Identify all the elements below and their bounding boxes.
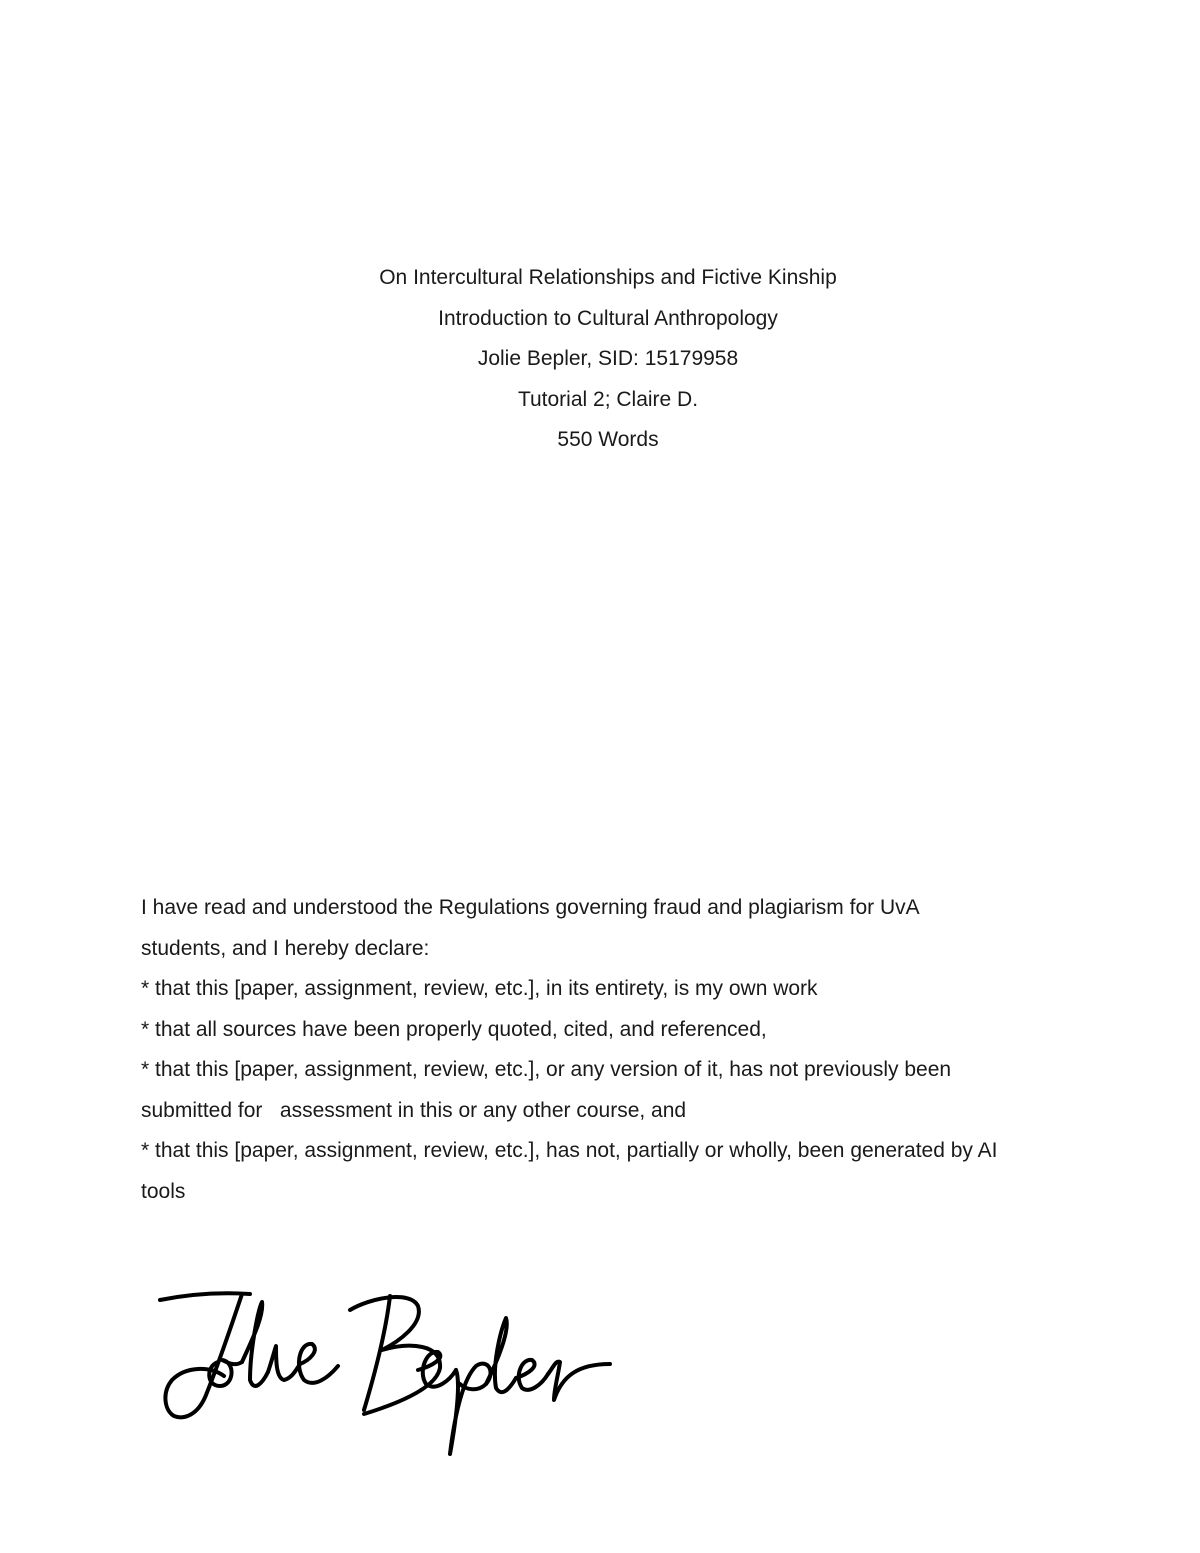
declaration-line: * that this [paper, assignment, review, etc.], in its entirety, is my own work xyxy=(141,977,818,1000)
signature-drawing xyxy=(150,1280,630,1470)
declaration-line: * that this [paper, assignment, review, etc.], has not, partially or wholly, been generated by AI xyxy=(141,1139,998,1162)
declaration-line: I have read and understood the Regulations governing fraud and plagiarism for UvA xyxy=(141,896,920,919)
declaration-line: * that all sources have been properly quoted, cited, and referenced, xyxy=(141,1017,767,1041)
plagiarism-declaration xyxy=(141,888,1131,1212)
author-line: Jolie Bepler, SID: 15179958 xyxy=(477,347,739,370)
word-count: 550 Words xyxy=(557,428,659,451)
course-name: Introduction to Cultural Anthropology xyxy=(438,306,778,330)
tutorial-line: Tutorial 2; Claire D. xyxy=(517,387,699,411)
declaration-line: students, and I hereby declare: xyxy=(141,936,430,960)
declaration-line: submitted for assessment in this or any other course, and xyxy=(141,1098,687,1122)
declaration-line: * that this [paper, assignment, review, etc.], or any version of it, has not previously been xyxy=(141,1058,952,1081)
declaration-line: tools xyxy=(141,1179,186,1203)
handwritten-signature xyxy=(150,1280,630,1470)
paper-title: On Intercultural Relationships and Fictive Kinship xyxy=(379,266,837,289)
title-block xyxy=(0,258,1200,461)
